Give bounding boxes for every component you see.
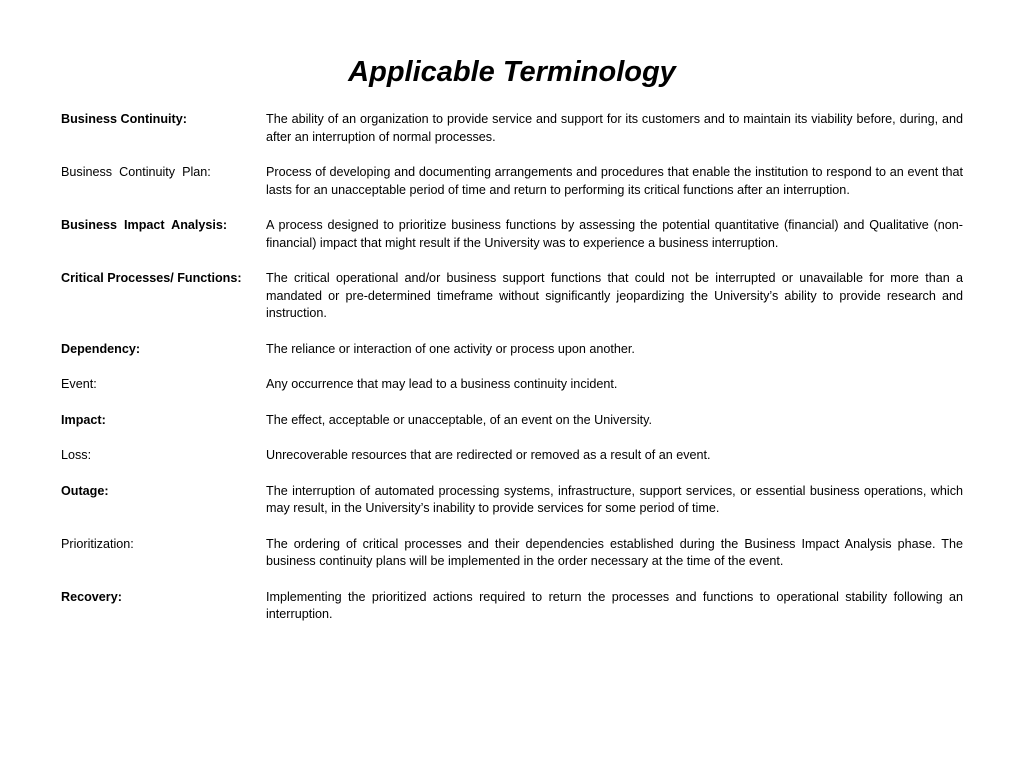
term-label: Loss: xyxy=(61,448,92,462)
term-label: Recovery: xyxy=(61,589,122,604)
term-definition: Implementing the prioritized actions required to return the processes and functions to operational stability following an interruption. xyxy=(266,589,963,621)
term-definition: The ordering of critical processes and their dependencies established during the Business Impact Analysis phase. The business continuity plans will be implemented in the order necessary at the time of the event. xyxy=(266,536,963,568)
term-definition: A process designed to prioritize business functions by assessing the potential quantitative (financial) and Qualitative (non-financial) impact that might result if the University was to experience a business interruption. xyxy=(266,218,963,250)
glossary-entry-prioritization xyxy=(61,536,963,571)
term-label: Event: xyxy=(61,377,97,391)
term-definition: The critical operational and/or business support functions that could not be interrupted or unavailable for more than a mandated or pre-determined timeframe without significantly jeopardizing the University’s ability to provide research and instruction. xyxy=(266,271,963,320)
term-label: Business Continuity: xyxy=(61,112,187,126)
term-label: Business Continuity Plan: xyxy=(61,165,211,179)
term-definition: Unrecoverable resources that are redirected or removed as a result of an event. xyxy=(266,448,711,462)
glossary-entry-business-continuity xyxy=(61,111,963,146)
terminology-list xyxy=(61,111,963,642)
glossary-entry-outage xyxy=(61,483,963,518)
term-label: Outage: xyxy=(61,483,109,498)
glossary-entry-dependency xyxy=(61,341,963,359)
term-definition: The interruption of automated processing systems, infrastructure, support services, or essential business operations, which may result, in the University’s inability to provide services for some period of time. xyxy=(266,483,963,515)
term-label: Impact: xyxy=(61,412,106,427)
term-label: Prioritization: xyxy=(61,536,134,551)
glossary-entry-business-continuity-plan xyxy=(61,164,963,199)
term-definition: The effect, acceptable or unacceptable, of an event on the University. xyxy=(266,412,652,427)
term-label: Dependency: xyxy=(61,341,141,356)
term-definition: Process of developing and documenting arrangements and procedures that enable the institution to respond to an event that lasts for an unacceptable period of time and return to performing its critical functions after an interruption. xyxy=(266,165,963,197)
term-label: Business Impact Analysis: xyxy=(61,218,228,232)
glossary-entry-recovery xyxy=(61,589,963,624)
term-definition: The ability of an organization to provide service and support for its customers and to maintain its viability before, during, and after an interruption of normal processes. xyxy=(266,112,963,144)
term-definition: The reliance or interaction of one activity or process upon another. xyxy=(266,341,635,356)
glossary-entry-critical-processes xyxy=(61,270,963,323)
page-title: Applicable Terminology xyxy=(348,56,676,88)
term-definition: Any occurrence that may lead to a business continuity incident. xyxy=(266,377,618,391)
term-label: Critical Processes/ Functions: xyxy=(61,271,242,285)
glossary-entry-business-impact-analysis xyxy=(61,217,963,252)
glossary-entry-impact xyxy=(61,412,963,430)
glossary-entry-loss xyxy=(61,447,963,465)
glossary-entry-event xyxy=(61,376,963,394)
